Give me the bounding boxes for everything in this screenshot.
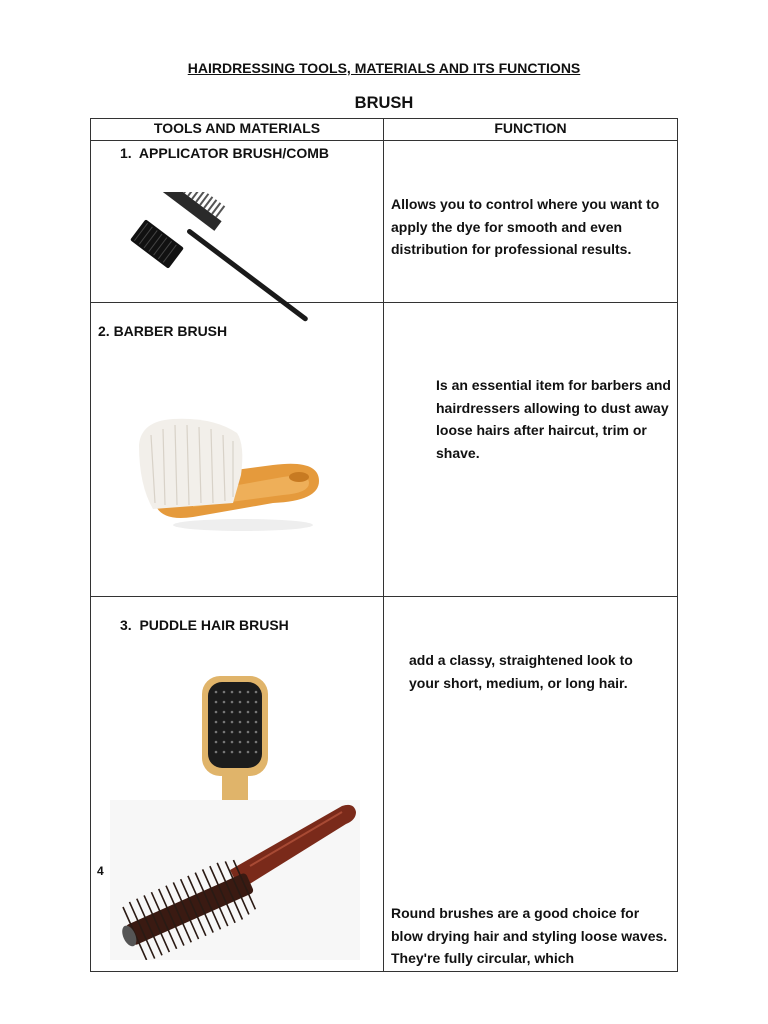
- table-border-bottom: [90, 971, 678, 972]
- function-barber: Is an essential item for barbers and hairdressers allowing to dust away loose hairs after haircut, trim or shave.: [436, 377, 671, 461]
- section-title: BRUSH: [354, 94, 414, 112]
- tool-label-applicator: 1. APPLICATOR BRUSH/COMB: [120, 145, 329, 161]
- table-column-divider: [383, 118, 384, 972]
- tool-label-barber: 2. BARBER BRUSH: [98, 323, 228, 339]
- table-border-right: [677, 118, 678, 972]
- barber-brush-image: [133, 415, 323, 535]
- row-divider: [90, 596, 678, 597]
- applicator-comb-teeth: [158, 192, 230, 231]
- table-border-top: [90, 118, 678, 119]
- puddle-hair-brush-image: [200, 674, 270, 802]
- tool-label-puddle: 3. PUDDLE HAIR BRUSH: [120, 617, 289, 633]
- applicator-handle: [186, 228, 309, 322]
- function-round: Round brushes are a good choice for blow drying hair and styling loose waves. They're fully circular, which: [391, 905, 668, 966]
- table-header-divider: [90, 140, 678, 141]
- header-function: FUNCTION: [494, 120, 567, 136]
- barber-brush-bristles: [139, 419, 242, 509]
- function-puddle: add a classy, straightened look to your short, medium, or long hair.: [409, 652, 633, 691]
- applicator-brush-comb-image: [126, 192, 316, 322]
- function-applicator: Allows you to control where you want to apply the dye for smooth and even distribution for professional results.: [391, 196, 660, 257]
- doc-title: HAIRDRESSING TOOLS, MATERIALS AND ITS FUNCTIONS: [187, 60, 581, 76]
- tool-label-round: 4: [97, 864, 104, 878]
- table-border-left: [90, 118, 91, 972]
- applicator-bristles: [130, 219, 184, 269]
- round-brush-image: [110, 800, 360, 960]
- header-tools: TOOLS AND MATERIALS: [153, 120, 321, 136]
